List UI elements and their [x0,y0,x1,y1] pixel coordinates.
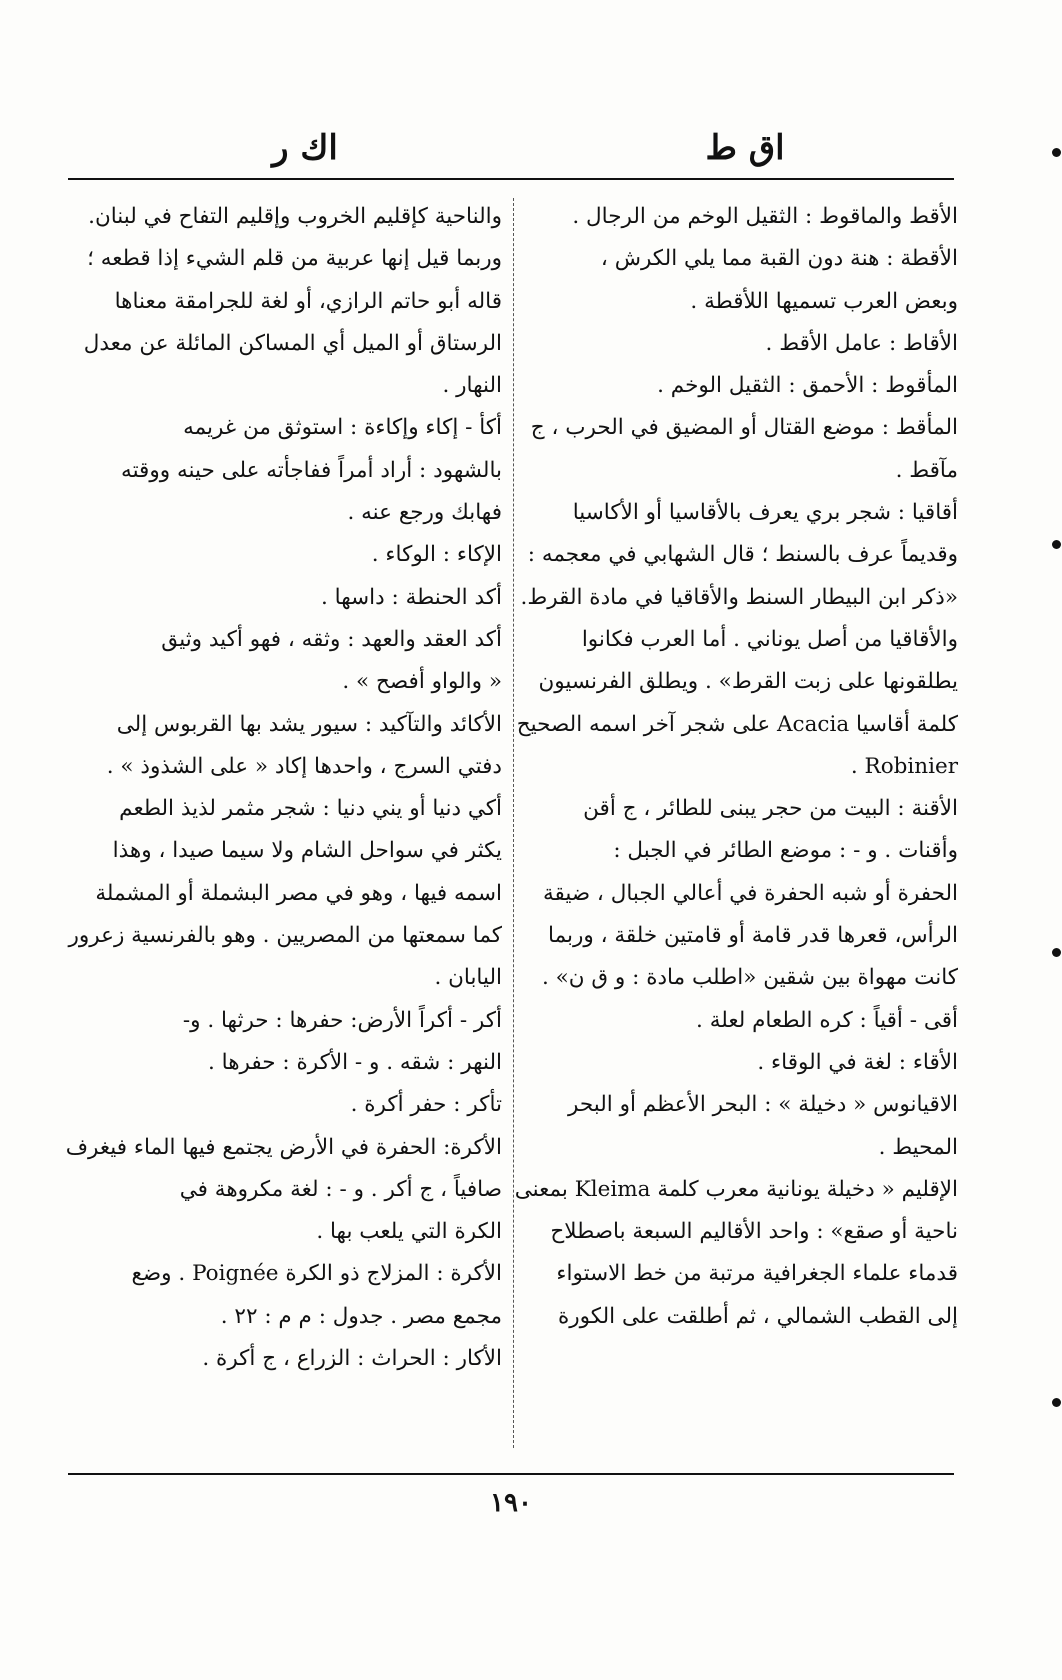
page-number: ١٩٠ [490,1488,532,1518]
text-line: الإكاء : الوكاء . [371,542,502,568]
column-divider [513,198,514,1448]
text-line: النهر : شقه . و - الأكرة : حفرها . [207,1049,502,1075]
text-line: يكثر في سواحل الشام ولا سيما صيدا ، وهذا [112,838,502,864]
margin-mark [1052,540,1061,549]
text-line: الأكار : الحراث : الزراع ، ج أكرة . [202,1346,502,1372]
text-line: فهابك ورجع عنه . [347,500,502,526]
text-line: مجمع مصر . جدول : م م : ٢٢ . [220,1303,502,1329]
text-line: الكرة التي يلعب بها . [316,1219,502,1245]
text-line: أقاقيا : شجر بري يعرف بالأقاسيا أو الأكاسيا [572,500,958,526]
left-column [65,196,502,1452]
text-line: الإقليم « دخيلة يونانية معرب كلمة Kleima بمعنى [514,1176,958,1202]
text-line: والناحية كإقليم الخروب وإقليم التفاح في لبنان. [88,204,502,229]
text-line: الأكرة : المزلاج ذو الكرة Poignée . وضع [131,1261,502,1287]
text-line: الأقاء : لغة في الوقاء . [757,1049,958,1075]
text-line: الأقطة : هنة دون القبة مما يلي الكرش ، [600,246,958,272]
text-line: أكي دنيا أو يني دنيا : شجر مثمر لذيذ الطعم [119,796,502,822]
text-line: اسمه فيها ، وهو في مصر البشملة أو المشملة [95,880,502,906]
text-line: بالشهود : أراد أمراً ففاجأته على حينه ووقته [121,457,502,483]
text-line: وربما قيل إنها عربية من قلم الشيء إذا قطعه ؛ [87,246,502,272]
text-line: كانت مهواة بين شقين «اطلب مادة : و ق ن» . [541,965,958,991]
text-line: صافياً ، ج أكر . و - : لغة مكروهة في [179,1176,502,1202]
text-line: النهار . [442,373,502,399]
text-line: اليابان . [434,965,502,991]
text-line: الحفرة أو شبه الحفرة في أعالي الجبال ، ضيقة [542,880,958,906]
header-rule [68,178,954,180]
text-line: الأكرة: الحفرة في الأرض يجتمع فيها الماء فيغرف [65,1134,502,1160]
text-line: الاقيانوس « دخيلة » : البحر الأعظم أو البحر [568,1092,958,1118]
text-line: قدماء علماء الجغرافية مرتبة من خط الاستواء [556,1261,958,1287]
text-line: قاله أبو حاتم الرازي، أو لغة للجرامقة معناها [114,288,502,314]
text-line: أكر - أكراً الأرض: حفرها : حرثها . و- [182,1007,502,1033]
text-line: الأكائد والتآكيد : سيور يشد بها القربوس إلى [116,711,502,737]
text-line: الأقط والماقوط : الثقيل الوخم من الرجال . [572,204,958,229]
footer-rule [68,1473,954,1475]
text-line: أكد العقد والعهد : وثقه ، فهو أكيد وثيق [161,626,502,652]
text-line: Robinier . [850,753,958,779]
text-line: مآقط . [895,457,958,483]
text-line: تأكر : حفر أكرة . [350,1092,502,1118]
margin-mark [1052,948,1061,957]
text-line: المحيط . [878,1134,958,1160]
text-line: أقى - أقياً : كره الطعام لعلة . [696,1007,958,1033]
running-head-right: اق ط [705,128,785,168]
running-head-left: اك ر [272,128,338,168]
right-column [514,196,958,1452]
text-line: يطلقونها على زبت القرط» . ويطلق الفرنسيون [538,669,958,695]
text-line: المأقط : موضع القتال أو المضيق في الحرب ، ج [530,415,958,441]
text-line: ناحية أو صقع» : واحد الأقاليم السبعة باصطلاح [550,1219,958,1245]
text-line: وقديماً عرف بالسنط ؛ قال الشهابي في معجمه : [527,542,958,568]
text-line: أكد الحنطة : داسها . [321,584,502,610]
text-line: والأقاقيا من أصل يوناني . أما العرب فكانوا [581,626,958,652]
text-line: أكأ - إكاء وإكاءة : استوثق من غريمه [183,415,502,441]
text-line: « والواو أفصح » . [342,669,502,695]
margin-mark [1052,148,1061,157]
text-line: وأقنات . و - : موضع الطائر في الجبل : [613,838,958,864]
text-line: كما سمعتها من المصريين . وهو بالفرنسية زعرور [68,923,502,949]
text-line: الرأس، قعرها قدر قامة أو قامتين خلقة ، وربما [548,923,958,949]
text-line: «ذكر ابن البيطار السنط والأقاقيا في مادة القرط. [520,584,958,610]
text-line: الأقنة : البيت من حجر يبنى للطائر ، ج أقن [583,796,958,822]
text-line: كلمة أقاسيا Acacia على شجر آخر اسمه الصحيح [516,711,958,737]
text-line: وبعض العرب تسميها اللأقطة . [690,288,958,314]
text-line: دفتي السرج ، واحدها إكاد « على الشذوذ » . [106,753,502,779]
text-line: المأقوط : الأحمق : الثقيل الوخم . [657,373,958,399]
text-line: الأقاط : عامل الأقط . [765,330,958,356]
margin-mark [1052,1398,1061,1407]
text-line: الرستاق أو الميل أي المساكن المائلة عن معدل [83,330,502,356]
text-line: إلى القطب الشمالي ، ثم أطلقت على الكورة [557,1303,958,1329]
